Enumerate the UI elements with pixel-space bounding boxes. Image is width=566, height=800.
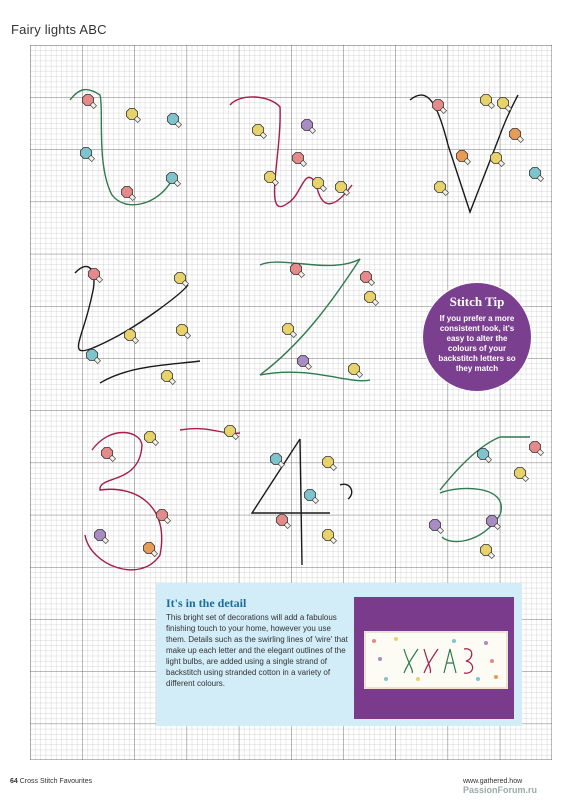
stitch-tip-badge (423, 283, 531, 391)
detail-panel (156, 583, 522, 726)
page-number: 64 (10, 778, 18, 785)
detail-title: It's in the detail (166, 596, 247, 610)
finished-project-photo (354, 597, 514, 719)
watermark-text: PassionForum.ru (463, 785, 538, 795)
stitched-banner-art (366, 633, 506, 687)
stitch-tip-body: If you prefer a more consistent look, it's easy to alter the colours of your backstitch letters so they match (438, 314, 516, 373)
website-link[interactable]: www.gathered.how (463, 778, 523, 785)
page-title: Fairy lights ABC (11, 22, 107, 37)
footer-left (10, 778, 92, 785)
detail-body: This bright set of decorations will add a fabulous finishing touch to your home, however you use them. Details such as the swirling lines of 'wire' that make up each letter and the elegant outlines of the light bulbs, are added using a single strand of backstitch using stranded cotton in a variety of different colours. (166, 613, 348, 688)
stitched-banner-image (364, 631, 508, 689)
stitch-tip-title: Stitch Tip (449, 294, 505, 309)
footer-right (463, 777, 537, 795)
magazine-name: Cross Stitch Favourites (19, 778, 93, 785)
